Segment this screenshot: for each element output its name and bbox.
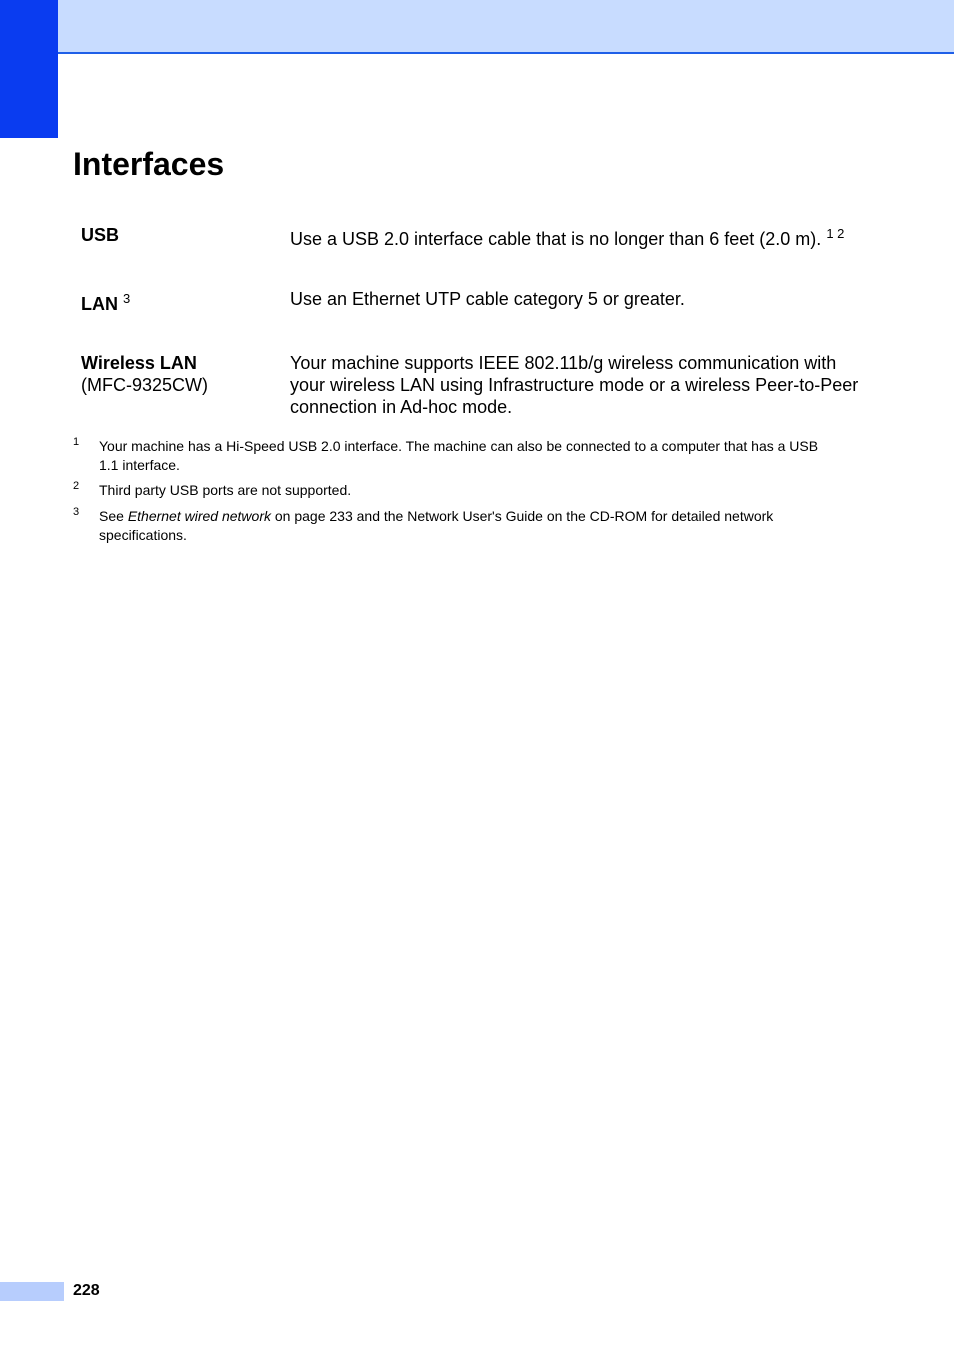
spec-label-text: LAN (81, 294, 118, 314)
footnote-text-before: See (99, 508, 128, 524)
page-number: 228 (73, 1282, 100, 1299)
footnote-text-after: on page 233 and the Network User's Guide on the CD-ROM for detailed network specifications. (99, 508, 774, 543)
chapter-side-tab (0, 0, 58, 138)
footnote-text: Third party USB ports are not supported. (99, 482, 352, 498)
spec-label-wireless-lan (81, 352, 208, 396)
footnote-mark: 3 (73, 506, 80, 518)
footnote-reference: 1 2 (826, 226, 845, 241)
spec-desc-text: Your machine supports IEEE 802.11b/g wireless communication with your wireless LAN using Infrastructure mode or a wireless Peer-to-Peer connection in Ad-hoc mode. (290, 353, 859, 417)
spec-desc-wireless-lan (290, 352, 860, 418)
spec-label-usb (81, 224, 119, 246)
spec-label-text: USB (81, 225, 120, 245)
footnote-link-title: Ethernet wired network (127, 508, 271, 524)
spec-desc-text: Use an Ethernet UTP cable category 5 or greater. (290, 289, 685, 309)
footnote-mark: 2 (73, 480, 80, 492)
footnote-text: Your machine has a Hi-Speed USB 2.0 interface. The machine can also be connected to a computer that has a USB 1.1 interface. (99, 438, 819, 473)
spec-desc-usb (290, 228, 870, 250)
header-band (58, 0, 954, 54)
spec-label-lan (81, 293, 130, 315)
spec-label-model-note: (MFC-9325CW) (81, 375, 209, 395)
page-title: Interfaces (73, 146, 225, 182)
page-number-band (0, 1282, 64, 1301)
footnote-mark: 1 (73, 436, 80, 448)
footnote-reference: 3 (123, 291, 131, 306)
footnote-text (99, 507, 839, 544)
spec-label-text: Wireless LAN (81, 353, 197, 373)
spec-desc-text: Use a USB 2.0 interface cable that is no longer than 6 feet (2.0 m). (290, 229, 822, 249)
spec-desc-lan (290, 288, 870, 310)
